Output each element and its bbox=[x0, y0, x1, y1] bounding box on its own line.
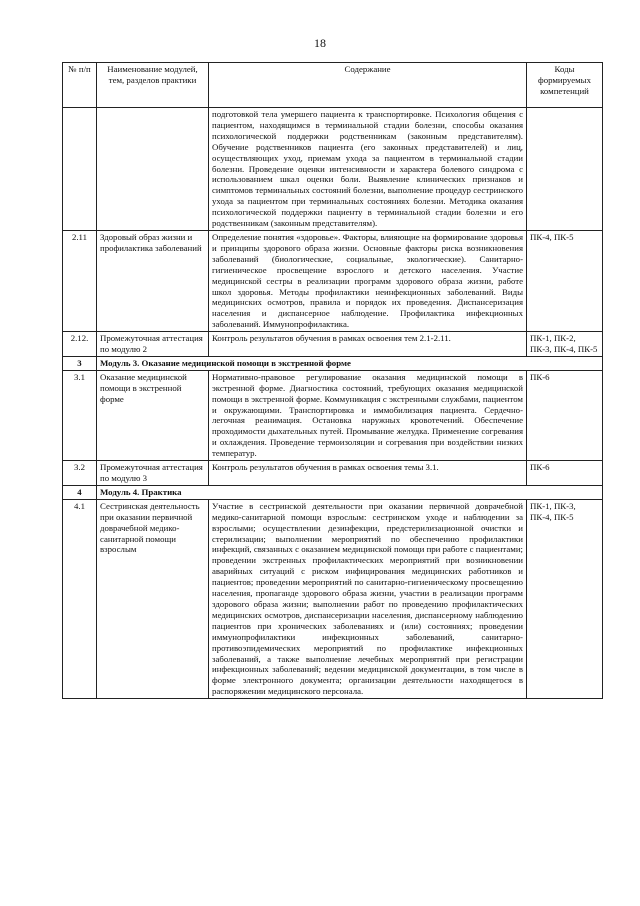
row-name: Здоровый образ жизни и профилактика заболеваний bbox=[97, 230, 209, 331]
table-row bbox=[63, 370, 603, 460]
table-row bbox=[63, 499, 603, 698]
row-num: 4.1 bbox=[63, 499, 97, 698]
row-codes: ПК-4, ПК-5 bbox=[527, 230, 603, 331]
row-content: Контроль результатов обучения в рамках освоения темы 3.1. bbox=[209, 461, 527, 486]
module-num: 4 bbox=[63, 485, 97, 499]
table-row bbox=[63, 230, 603, 331]
row-name bbox=[97, 108, 209, 231]
row-codes: ПК-1, ПК-2, ПК-3, ПК-4, ПК-5 bbox=[527, 332, 603, 357]
row-content: Участие в сестринской деятельности при оказании первичной доврачебной медико-санитарной помощи взрослым: сестринском уходе и наблюдении за взрослыми; осуществлении дезинфекции, предстерилизационной очистки и стерилизации; выполнении мероприятий по обеспечению профилактики инфекций, связанных с оказанием медицинской помощи при работе с пациентами; проведении экстренных профилактических мероприятий при возникновении аварийных ситуаций с риском инфицирования медицинских работников и пациентов; проведении мероприятий по санитарно-гигиеническому просвещению населения, пропаганде здорового образа жизни, участии в реализации программ здорового образа жизни; выполнении работ по проведению профилактических медицинских осмотров, диспансеризации населения, диспансерному наблюдению пациентов при хронических заболеваниях и (или) состояниях; проведении иммунопрофилактики инфекционных заболеваний, санитарно-противоэпидемических мероприятий по профилактике инфекционных заболеваний, а также выполнение лечебных мероприятий при регистрации инфекционных заболеваний; ведении медицинской документации, в том числе в форме электронного документа; организации деятельности находящегося в распоряжении медицинского персонала. bbox=[209, 499, 527, 698]
curriculum-table bbox=[62, 62, 603, 699]
row-name: Оказание медицинской помощи в экстренной форме bbox=[97, 370, 209, 460]
row-name: Сестринская деятельность при оказании первичной доврачебной медико-санитарной помощи взрослым bbox=[97, 499, 209, 698]
table-row bbox=[63, 108, 603, 231]
row-num: 2.12. bbox=[63, 332, 97, 357]
row-num: 2.11 bbox=[63, 230, 97, 331]
row-num bbox=[63, 108, 97, 231]
row-codes: ПК-1, ПК-3, ПК-4, ПК-5 bbox=[527, 499, 603, 698]
row-name: Промежуточная аттестация по модулю 3 bbox=[97, 461, 209, 486]
module-title: Модуль 3. Оказание медицинской помощи в экстренной форме bbox=[97, 356, 603, 370]
header-content: Содержание bbox=[209, 63, 527, 108]
module-row bbox=[63, 485, 603, 499]
row-content: Контроль результатов обучения в рамках освоения тем 2.1-2.11. bbox=[209, 332, 527, 357]
table-row bbox=[63, 332, 603, 357]
row-content: Определение понятия «здоровье». Факторы, влияющие на формирование здоровья и принципы здорового образа жизни. Основные факторы риска возникновения заболеваний (биологические, социальные, экологические). Санитарно-гигиеническое просвещение взрослого и детского населения. Участие медицинской сестры в реализации программ здорового образа жизни, работе школ здоровья. Методы профилактики неинфекционных заболеваний. Виды медицинских осмотров, правила и порядок их проведения. Диспансеризация населения и диспансерное наблюдение. Профилактика инфекционных заболеваний. Иммунопрофилактика. bbox=[209, 230, 527, 331]
table-row bbox=[63, 461, 603, 486]
row-content: Нормативно-правовое регулирование оказания медицинской помощи в экстренной форме. Диагностика состояний, требующих оказания медицинской помощи в экстренной форме. Коммуникация с экстренными службами, пациентом и окружающими. Транспортировка и иммобилизация пациента. Сердечно-легочная реанимация. Остановка наружных кровотечений. Обеспечение проходимости дыхательных путей. Промывание желудка. Применение согревания и охлаждения. Проведение термоизоляции и согревания при воздействии низких температур. bbox=[209, 370, 527, 460]
page-number: 18 bbox=[314, 36, 326, 50]
row-num: 3.1 bbox=[63, 370, 97, 460]
module-title: Модуль 4. Практика bbox=[97, 485, 603, 499]
row-codes: ПК-6 bbox=[527, 370, 603, 460]
header-codes: Коды формируемых компетенций bbox=[527, 63, 603, 108]
module-num: 3 bbox=[63, 356, 97, 370]
header-num: № п/п bbox=[63, 63, 97, 108]
row-num: 3.2 bbox=[63, 461, 97, 486]
row-codes: ПК-6 bbox=[527, 461, 603, 486]
row-content: подготовкой тела умершего пациента к транспортировке. Психология общения с пациентом, находящимся в терминальной стадии болезни, способы оказания психологической поддержки родственникам (законным представителям). Обучение родственников пациента (его законных представителей) и лиц, осуществляющих уход, приемам ухода за пациентом в терминальной стадии болезни. Проведение оценки интенсивности и характера болевого синдрома с использованием шкал оценки боли. Выявление клинических признаков и симптомов терминальных состояний болезни, выполнение процедур сестринского ухода за пациентом при терминальных состояниях болезни. Методика оказания психологической поддержки пациенту в терминальной стадии болезни и его родственникам (законным представителям). bbox=[209, 108, 527, 231]
module-row bbox=[63, 356, 603, 370]
row-codes bbox=[527, 108, 603, 231]
table-header bbox=[63, 63, 603, 108]
header-name: Наименование модулей, тем, разделов практики bbox=[97, 63, 209, 108]
row-name: Промежуточная аттестация по модулю 2 bbox=[97, 332, 209, 357]
